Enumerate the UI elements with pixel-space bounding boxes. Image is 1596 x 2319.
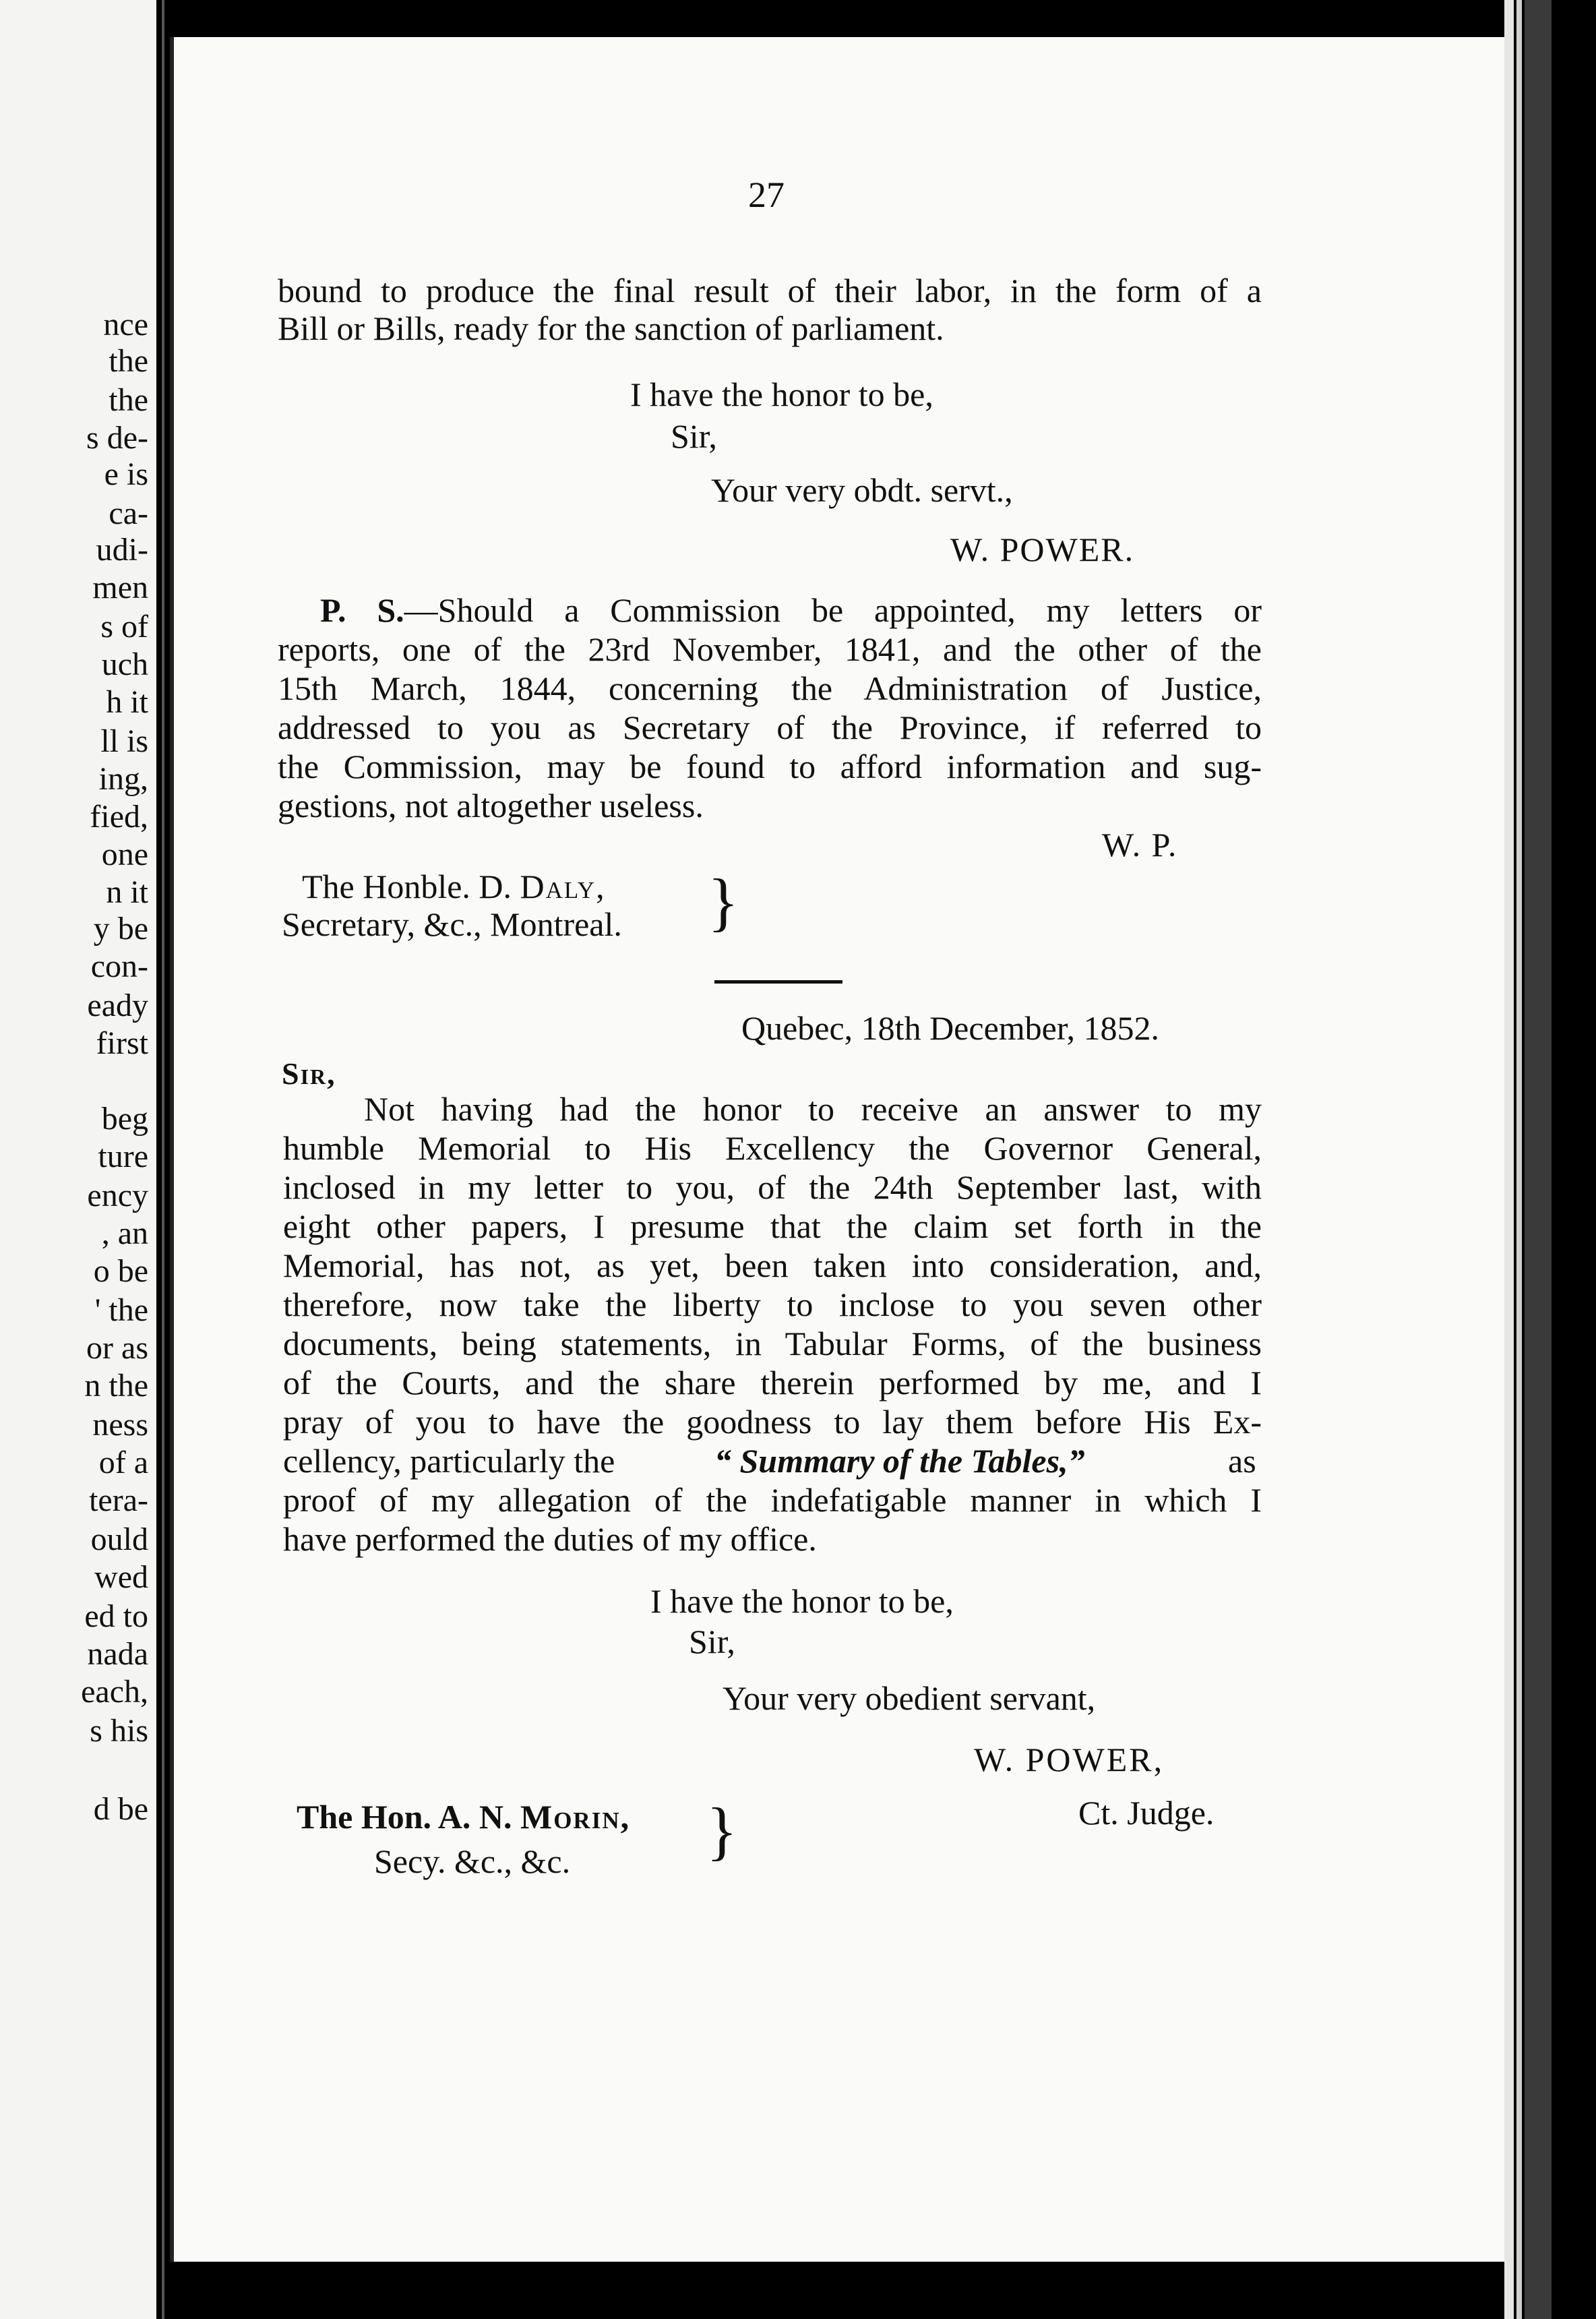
postscript-text: —Should a Commission be appointed, my letters or — [404, 591, 1262, 629]
left-page-fragment: or as — [86, 1330, 148, 1366]
left-page-fragment: the — [109, 343, 148, 379]
postscript-line: gestions, not altogether useless. — [278, 787, 704, 824]
left-page-fragment: ing, — [98, 761, 148, 797]
left-page-fragment: ca- — [109, 495, 148, 531]
text-line: Bill or Bills, ready for the sanction of parliament. — [278, 309, 944, 347]
left-page-fragment: d be — [93, 1791, 148, 1827]
gutter-shadow — [162, 0, 164, 2319]
postscript-line: 15th March, 1844, concerning the Administration of Justice, — [278, 669, 1262, 707]
left-page-fragment: s his — [90, 1713, 148, 1749]
left-page-fragment: nada — [87, 1636, 148, 1672]
letter-line: documents, being statements, in Tabular Forms, of the business — [283, 1325, 1262, 1362]
page-edge-dark — [1525, 0, 1552, 2319]
brace-icon: } — [706, 1795, 738, 1867]
separator-rule — [714, 980, 842, 984]
left-page-fragment: s de- — [86, 420, 148, 456]
left-page-fragment: s of — [100, 609, 148, 644]
addressee-line: Secy. &c., &c. — [374, 1842, 571, 1880]
letter-line: eight other papers, I presume that the claim set forth in the — [283, 1207, 1262, 1245]
page-edge — [1504, 0, 1514, 2319]
letter-line: Not having had the honor to receive an answer to my — [364, 1090, 1262, 1128]
letter-line: of the Courts, and the share therein performed by me, and I — [283, 1364, 1262, 1402]
left-page-fragment: ' the — [94, 1292, 148, 1328]
addressee-line — [302, 870, 606, 903]
page-edge — [1516, 0, 1522, 2319]
brace-icon: } — [708, 866, 739, 938]
postscript-line — [320, 593, 1262, 627]
closing-line: I have the honor to be, — [650, 1582, 954, 1620]
letter-line-end: as — [1228, 1442, 1256, 1480]
closing-line: I have the honor to be, — [630, 375, 933, 413]
text-line: bound to produce the final result of their labor, in the form of a — [278, 272, 1262, 309]
letter-line — [283, 1444, 615, 1478]
left-page-fragment: one — [101, 837, 148, 872]
addressee-prefix: The Honble. D. — [302, 868, 520, 905]
left-page-fragment: the — [109, 382, 148, 418]
left-page-fragment: ll is — [100, 723, 148, 759]
postscript-label: P. S. — [320, 591, 404, 629]
left-page-fragment: ture — [98, 1139, 148, 1174]
left-page-fragment: each, — [81, 1674, 148, 1710]
left-page-fragment: first — [96, 1025, 148, 1061]
dateline: Quebec, 18th December, 1852. — [741, 1009, 1159, 1047]
postscript-initials: W. P. — [1102, 826, 1178, 864]
postscript-line: reports, one of the 23rd November, 1841, and the other of the — [278, 630, 1262, 668]
page-number: 27 — [748, 175, 785, 215]
complimentary-close: Your very obedient servant, — [723, 1679, 1096, 1717]
left-page-fragment: n the — [84, 1368, 148, 1404]
left-page-fragment: uch — [101, 646, 148, 682]
addressee-prefix: The Hon. A. N. — [297, 1798, 521, 1836]
left-page-fragment: eady — [87, 988, 148, 1023]
left-page-fragment: of a — [98, 1445, 148, 1480]
left-page-fragment: wed — [94, 1559, 148, 1595]
letter-line: Memorial, has not, as yet, been taken into consideration, and, — [283, 1246, 1262, 1284]
left-page-fragment: con- — [90, 948, 148, 984]
left-page-fragment: o be — [93, 1253, 148, 1289]
left-page-fragment: h it — [106, 684, 148, 720]
left-page-fragment: nce — [103, 307, 148, 342]
letter-line: have performed the duties of my office. — [283, 1520, 817, 1558]
left-page-fragment: men — [92, 570, 148, 605]
letter-line: proof of my allegation of the indefatigable manner in which I — [283, 1481, 1262, 1519]
postscript-line: the Commission, may be found to afford information and sug- — [278, 748, 1262, 785]
left-page-fragment: udi- — [96, 532, 148, 568]
salutation: Sir, — [282, 1056, 336, 1091]
signature-title: Ct. Judge. — [1078, 1794, 1215, 1832]
left-page-fragment: ed to — [84, 1598, 148, 1634]
letter-line-start: cellency, particularly the — [283, 1442, 615, 1480]
signature: W. POWER, — [974, 1741, 1165, 1778]
letter-line: inclosed in my letter to you, of the 24th September last, with — [283, 1168, 1262, 1206]
left-page-text-column — [0, 0, 156, 2319]
left-page-fragment: beg — [101, 1101, 148, 1137]
addressee-line — [297, 1800, 630, 1834]
left-page-fragment: ould — [90, 1522, 148, 1557]
closing-salutation: Sir, — [689, 1623, 735, 1660]
addressee-name: Daly, — [520, 868, 606, 905]
signature: W. POWER. — [950, 531, 1135, 568]
left-page-fragment: ness — [92, 1407, 148, 1443]
left-page-fragment: y be — [93, 911, 148, 946]
salutation: Sir, — [671, 417, 717, 455]
letter-line: humble Memorial to His Excellency the Governor General, — [283, 1129, 1262, 1167]
left-page — [0, 0, 163, 2319]
left-page-fragment: ency — [87, 1178, 148, 1213]
letter-line: therefore, now take the liberty to inclose to you seven other — [283, 1286, 1262, 1323]
left-page-fragment: n it — [106, 874, 148, 910]
complimentary-close: Your very obdt. servt., — [711, 471, 1013, 509]
left-page-fragment: fied, — [90, 799, 148, 835]
addressee-name: Morin, — [520, 1798, 631, 1836]
left-page-fragment: e is — [104, 456, 148, 492]
left-page-fragment: , an — [101, 1215, 148, 1251]
addressee-line: Secretary, &c., Montreal. — [282, 905, 622, 943]
left-page-fragment: tera- — [89, 1482, 148, 1518]
letter-line: pray of you to have the goodness to lay them before His Ex- — [283, 1403, 1262, 1441]
postscript-line: addressed to you as Secretary of the Province, if referred to — [278, 709, 1262, 746]
quoted-title: “ Summary of the Tables,” — [714, 1442, 1085, 1480]
